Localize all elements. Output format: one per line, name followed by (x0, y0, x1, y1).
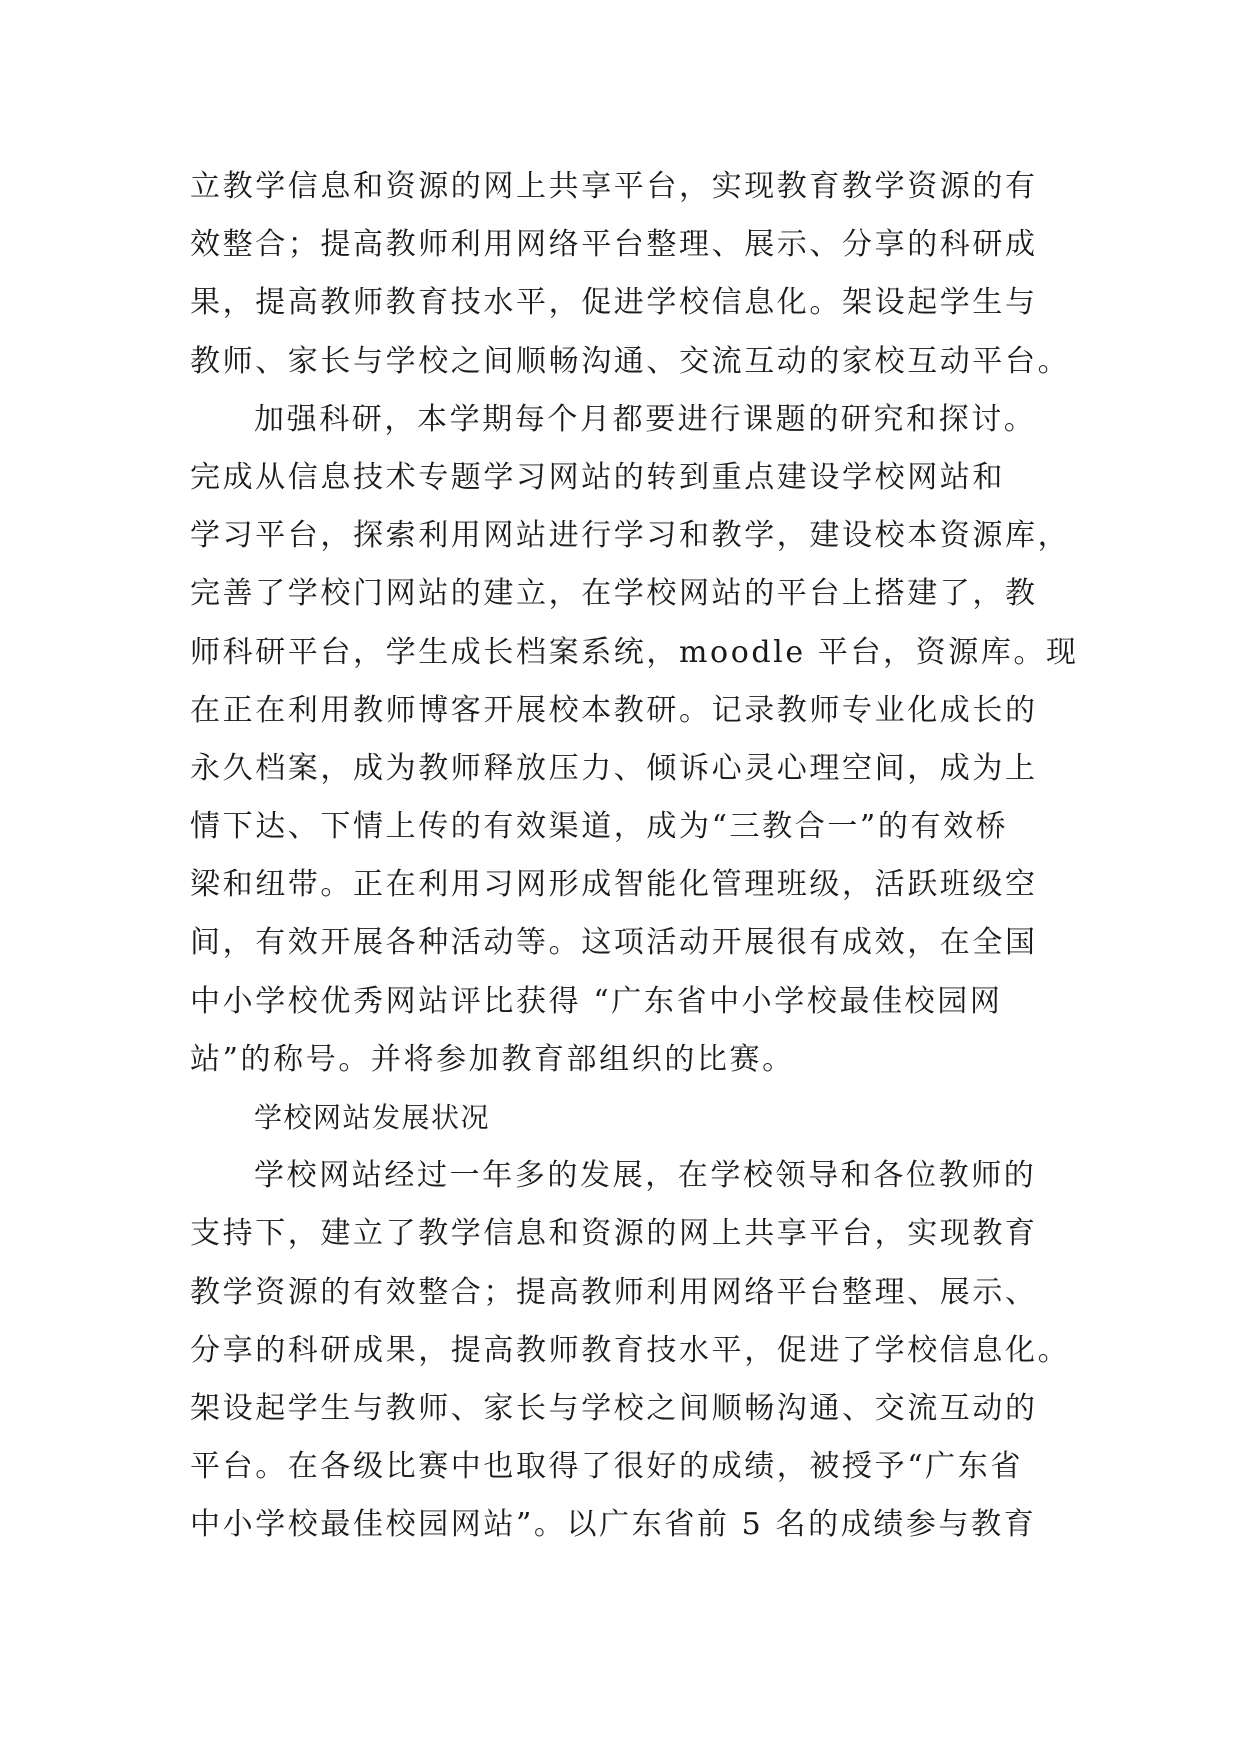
text-line: 梁和纽带。正在利用习网形成智能化管理班级，活跃班级空 (190, 867, 1038, 903)
paragraph-start-line: 学校网站经过一年多的发展，在学校领导和各位教师的 (254, 1158, 1037, 1194)
text-line: 平台。在各级比赛中也取得了很好的成绩，被授予“广东省 (190, 1449, 1023, 1485)
body-text (190, 158, 1079, 1555)
section-heading: 学校网站发展状况 (254, 1101, 491, 1134)
text-line: 师科研平台，学生成长档案系统，moodle 平台，资源库。现 (190, 634, 1079, 670)
text-line: 学习平台，探索利用网站进行学习和教学，建设校本资源库， (190, 518, 1071, 554)
text-line: 立教学信息和资源的网上共享平台，实现教育教学资源的有 (190, 169, 1038, 204)
text-line: 站”的称号。并将参加教育部组织的比赛。 (190, 1041, 795, 1077)
text-line: 完成从信息技术专题学习网站的转到重点建设学校网站和 (190, 459, 1005, 495)
text-line: 效整合；提高教师利用网络平台整理、展示、分享的科研成 (190, 227, 1038, 263)
text-line: 架设起学生与教师、家长与学校之间顺畅沟通、交流互动的 (190, 1390, 1038, 1426)
text-line: 果，提高教师教育技水平，促进学校信息化。架设起学生与 (190, 285, 1038, 321)
text-line: 在正在利用教师博客开展校本教研。记录教师专业化成长的 (190, 692, 1038, 728)
text-line: 情下达、下情上传的有效渠道，成为“三教合一”的有效桥 (190, 809, 1009, 845)
text-line: 中小学校最佳校园网站”。以广东省前 5 名的成绩参与教育 (190, 1507, 1037, 1543)
text-line: 分享的科研成果，提高教师教育技水平，促进了学校信息化。 (190, 1332, 1071, 1368)
paragraph-start-line: 加强科研，本学期每个月都要进行课题的研究和探讨。 (254, 401, 1037, 437)
text-line: 中小学校优秀网站评比获得 “广东省中小学校最佳校园网 (190, 983, 1003, 1019)
text-line: 间，有效开展各种活动等。这项活动开展很有成效，在全国 (190, 925, 1038, 961)
text-line: 永久档案，成为教师释放压力、倾诉心灵心理空间，成为上 (190, 750, 1038, 786)
text-line: 支持下，建立了教学信息和资源的网上共享平台，实现教育 (190, 1216, 1038, 1252)
text-line: 完善了学校门网站的建立，在学校网站的平台上搭建了，教 (190, 576, 1038, 612)
text-line: 教师、家长与学校之间顺畅沟通、交流互动的家校互动平台。 (190, 343, 1071, 379)
text-line: 教学资源的有效整合；提高教师利用网络平台整理、展示、 (190, 1274, 1038, 1310)
